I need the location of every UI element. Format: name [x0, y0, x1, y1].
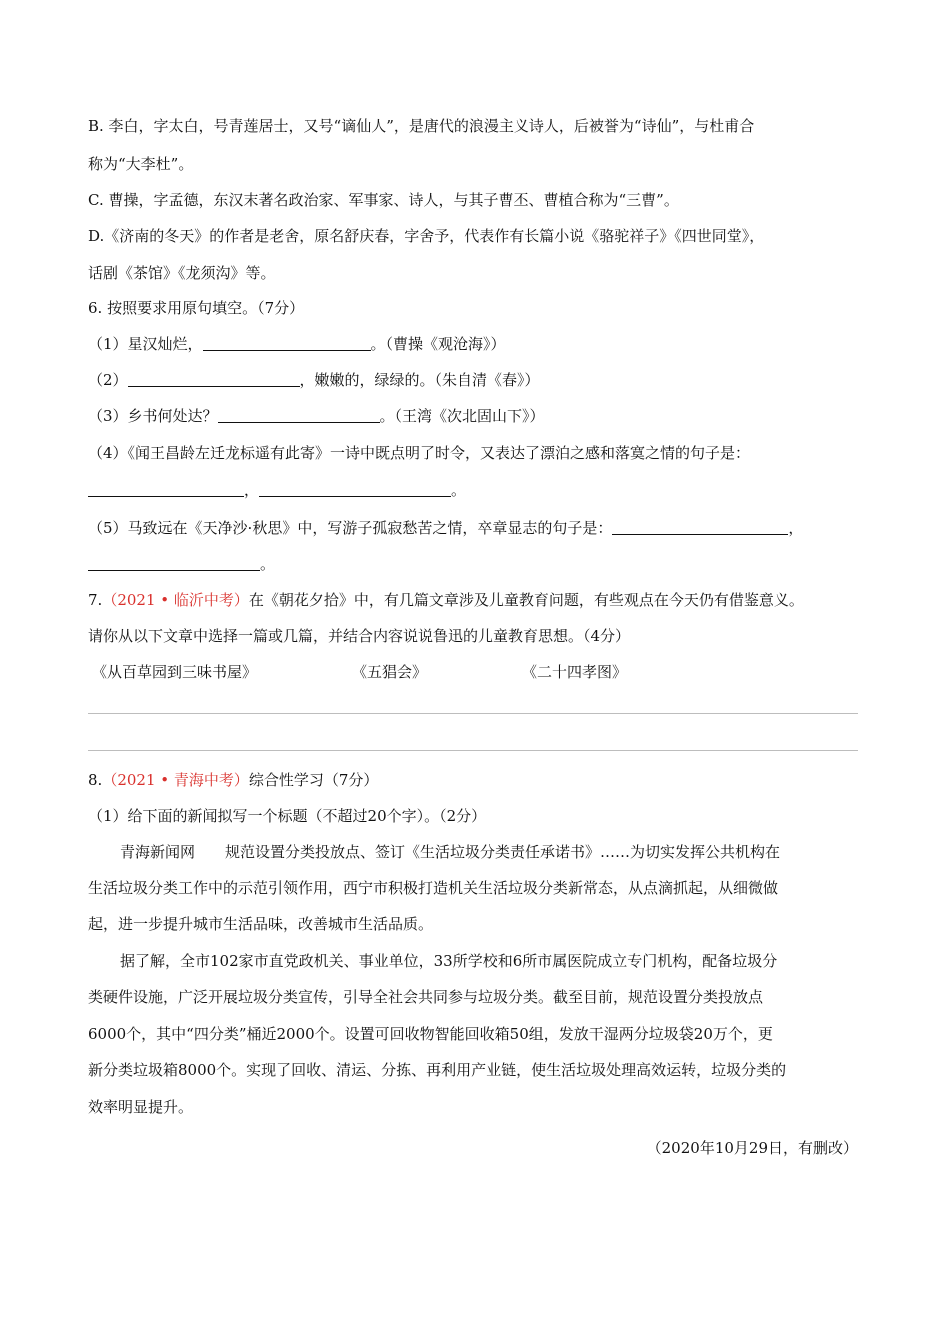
q6-item4: （4）《闻王昌龄左迁龙标遥有此寄》一诗中既点明了时令，又表达了漂泊之感和落寞之情的句子是：	[88, 444, 751, 462]
q6-item3	[88, 406, 545, 426]
q6-item1-post: 。（曹操《观沧海》）	[370, 335, 506, 353]
news-p1-line3: 起，进一步提升城市生活品味，改善城市生活品质。	[88, 915, 434, 933]
q8-sub1: （1）给下面的新闻拟写一个标题（不超过20个字）。（2分）	[88, 807, 487, 825]
q6-item5-comma: ，	[788, 519, 804, 537]
option-c: C. 曹操，字孟德，东汉末著名政治家、军事家、诗人，与其子曹丕、曹植合称为“三曹”。	[88, 191, 679, 209]
q6-item4-sep: ，	[244, 481, 260, 499]
answer-blank[interactable]	[203, 334, 371, 351]
q6-item2-pre: （2）	[88, 371, 128, 389]
news-p2-line1: 据了解，全市102家市直党政机关、事业单位，33所学校和6所市属医院成立专门机构，配备垃圾分	[120, 952, 778, 970]
news-p2-line5: 效率明显提升。	[88, 1098, 194, 1116]
news-p2-line2: 类硬件设施，广泛开展垃圾分类宣传，引导全社会共同参与垃圾分类。截至目前，规范设置分类投放点	[88, 988, 764, 1006]
q7-work-3: 《二十四孝图》	[522, 663, 628, 681]
q6-item3-pre: （3）乡书何处达？	[88, 407, 218, 425]
answer-blank[interactable]	[218, 406, 380, 423]
q6-item5-end: 。	[260, 555, 276, 573]
option-b-line2: 称为“大李杜”。	[88, 155, 194, 173]
answer-blank[interactable]	[259, 480, 451, 497]
news-p2-line4: 新分类垃圾箱8000个。实现了回收、清运、分拣、再利用产业链，使生活垃圾处理高效运转，垃圾分类的	[88, 1061, 787, 1079]
q6-item5	[88, 518, 803, 538]
option-b-line1: B. 李白，字太白，号青莲居士，又号“谪仙人”，是唐代的浪漫主义诗人，后被誉为“诗仙”，与杜甫合	[88, 117, 755, 135]
q7-line1-rest: 在《朝花夕拾》中，有几篇文章涉及儿童教育问题，有些观点在今天仍有借鉴意义。	[248, 591, 804, 609]
news-date: （2020年10月29日，有删改）	[646, 1139, 858, 1157]
q6-item2-post: ，嫩嫩的，绿绿的。（朱自清《春》）	[299, 371, 540, 389]
q8-source: （2021 • 青海中考）	[102, 771, 249, 789]
news-p2-line3: 6000个，其中“四分类”桶近2000个。设置可回收物智能回收箱50组，发放干湿两分垃圾袋20万个，更	[88, 1025, 773, 1043]
answer-blank[interactable]	[612, 518, 788, 535]
q8-number: 8.	[88, 771, 103, 789]
q6-title: 6. 按照要求用原句填空。（7分）	[88, 299, 305, 317]
q6-item4-end: 。	[451, 481, 467, 499]
answer-line[interactable]	[88, 713, 858, 714]
q8-title	[88, 770, 378, 790]
q6-item3-post: 。（王湾《次北固山下》）	[379, 407, 545, 425]
q7-line2: 请你从以下文章中选择一篇或几篇，并结合内容说说鲁迅的儿童教育思想。（4分）	[88, 627, 631, 645]
q7-work-2: 《五猖会》	[352, 663, 428, 681]
news-p1-line1: 青海新闻网 规范设置分类投放点、签订《生活垃圾分类责任承诺书》……为切实发挥公共机构在	[120, 843, 781, 861]
answer-line[interactable]	[88, 750, 858, 751]
answer-blank[interactable]	[128, 370, 300, 387]
q6-item5-cont	[88, 554, 275, 574]
q6-item5-pre: （5）马致远在《天净沙·秋思》中，写游子孤寂愁苦之情，卒章显志的句子是：	[88, 519, 613, 537]
q6-item1	[88, 334, 506, 354]
q6-item4-blanks	[88, 480, 466, 500]
q6-item1-pre: （1）星汉灿烂，	[88, 335, 203, 353]
q7-source: （2021 • 临沂中考）	[102, 591, 249, 609]
q7-number: 7.	[88, 591, 103, 609]
q7-line1	[88, 590, 804, 610]
q6-item2	[88, 370, 540, 390]
option-d-line2: 话剧《茶馆》《龙须沟》等。	[88, 264, 276, 282]
q8-title-rest: 综合性学习（7分）	[248, 771, 379, 789]
news-p1-line2: 生活垃圾分类工作中的示范引领作用，西宁市积极打造机关生活垃圾分类新常态，从点滴抓起，从细微做	[88, 879, 779, 897]
answer-blank[interactable]	[88, 480, 244, 497]
option-d-line1: D.《济南的冬天》的作者是老舍，原名舒庆春，字舍予，代表作有长篇小说《骆驼祥子》《四世同堂》，	[88, 227, 765, 245]
answer-blank[interactable]	[88, 554, 260, 571]
q7-work-1: 《从百草园到三味书屋》	[92, 663, 258, 681]
